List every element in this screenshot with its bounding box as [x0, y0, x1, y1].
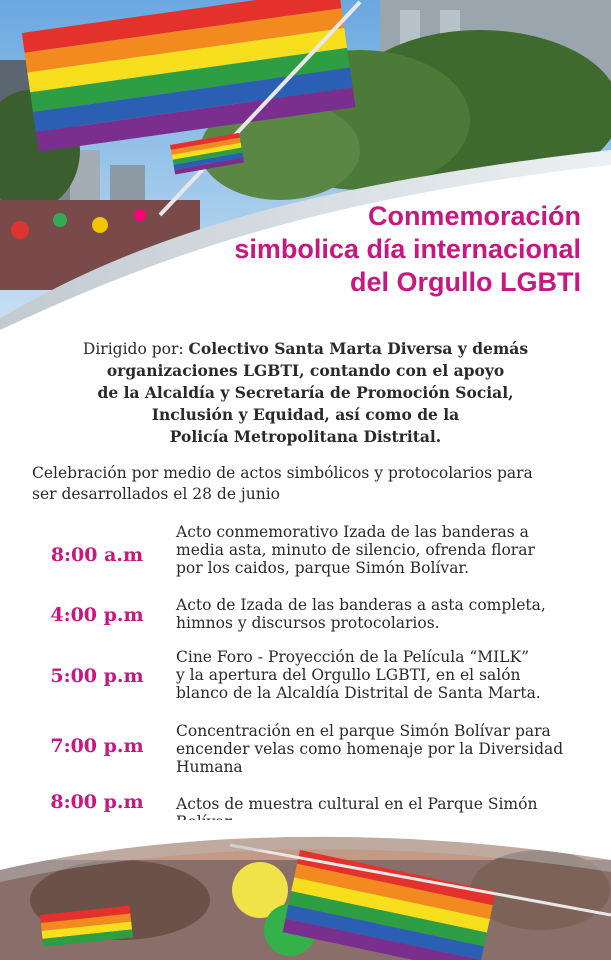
schedule-line: media asta, minuto de silencio, ofrenda florar — [176, 541, 535, 559]
intro-line-5: Policía Metropolitana Distrital. — [169, 427, 442, 446]
schedule-line: Actos de muestra cultural en el Parque Simón — [176, 795, 538, 813]
title-line-3: del Orgullo LGBTI — [350, 267, 581, 297]
schedule-line: Acto conmemorativo Izada de las banderas a — [176, 523, 529, 541]
schedule-line: Acto de Izada de las banderas a asta completa, — [176, 596, 546, 614]
schedule-time: 5:00 p.m — [50, 665, 144, 687]
schedule-line: himnos y discursos protocolarios. — [176, 614, 440, 632]
schedule-line: y la apertura del Orgullo LGBTI, en el salón — [176, 666, 521, 684]
schedule-description — [176, 648, 606, 702]
celebration-line-1: Celebración por medio de actos simbólicos y protocolarios para — [32, 464, 533, 482]
schedule-line: por los caidos, parque Simón Bolívar. — [176, 559, 470, 577]
schedule-description — [176, 722, 606, 776]
intro-line-1: Colectivo Santa Marta Diversa y demás — [188, 339, 529, 358]
celebration-line-2: ser desarrollados el 28 de junio — [32, 485, 280, 503]
schedule-line: Humana — [176, 758, 243, 776]
schedule-line: Cine Foro - Proyección de la Película “MILK” — [176, 648, 530, 666]
intro-line-2: organizaciones LGBTI, contando con el apoyo — [106, 361, 505, 380]
title-line-1: Conmemoración — [367, 201, 581, 231]
schedule-line: encender velas como homenaje por la Diversidad — [176, 740, 564, 758]
schedule-line: Concentración en el parque Simón Bolívar para — [176, 722, 551, 740]
celebration-paragraph — [32, 463, 592, 505]
schedule-line: blanco de la Alcaldía Distrital de Santa Marta. — [176, 684, 541, 702]
schedule-time: 8:00 a.m — [50, 544, 144, 566]
page-title — [141, 200, 581, 299]
schedule-time: 7:00 p.m — [50, 735, 144, 757]
schedule-time: 4:00 p.m — [50, 604, 144, 626]
title-line-2: simbolica día internacional — [234, 234, 581, 264]
footer-crowd-flags-photo — [0, 820, 611, 960]
intro-line-3: de la Alcaldía y Secretaría de Promoción Social, — [97, 383, 514, 402]
intro-line-4: Inclusión y Equidad, así como de la — [151, 405, 460, 424]
organizers-paragraph — [20, 338, 591, 448]
schedule-description — [176, 523, 606, 577]
schedule-description — [176, 596, 606, 632]
intro-prefix: Dirigido por: — [82, 340, 189, 358]
schedule-time: 8:00 p.m — [50, 791, 144, 813]
